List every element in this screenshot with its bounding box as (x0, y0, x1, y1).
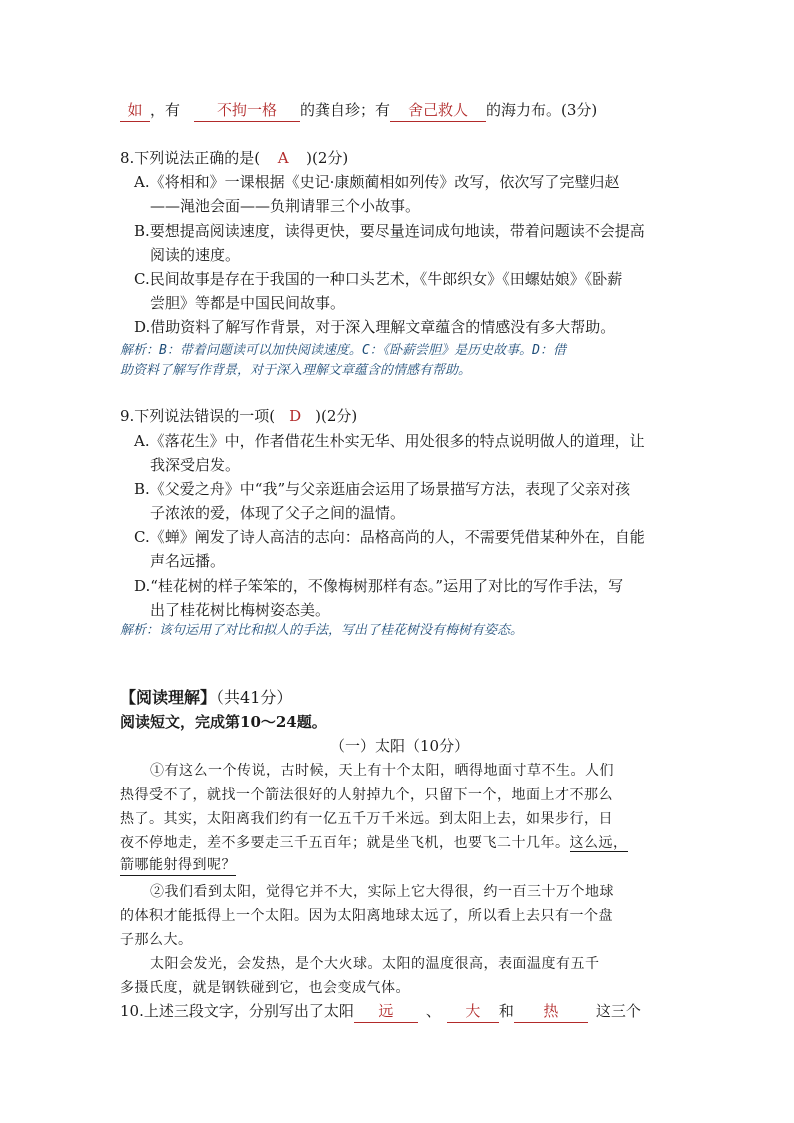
passage-title: （一）太阳（10分） (330, 737, 470, 755)
q10-stem: 10.上述三段文字，分别写出了太阳 远 、 大 和 热 这三个 (120, 1000, 641, 1023)
q9-option-b: 子浓浓的爱，体现了父子之间的温情。 (150, 504, 406, 522)
q8-answer: A (277, 149, 289, 167)
q7-text: 的龚自珍；有 (300, 101, 391, 119)
q9-explanation: 解析：该句运用了对比和拟人的手法，写出了桂花树没有梅树有姿态。 (120, 623, 524, 638)
passage-paragraph-2: ②我们看到太阳，觉得它并不大，实际上它大得很，约一百三十万个地球 (150, 884, 614, 900)
q9-option-a: 我深受启发。 (150, 456, 241, 474)
q10-answer-2: 大 (447, 1000, 499, 1023)
q9-option-b: B.《父爱之舟》中“我”与父亲逛庙会运用了场景描写方法，表现了父亲对孩 (134, 480, 631, 498)
q7-text: 的海力布。(3分) (486, 101, 598, 119)
passage-paragraph-2: 子那么大。 (120, 932, 193, 948)
q7-text: ，有 (150, 101, 181, 119)
q9-option-d: 出了桂花树比梅树姿态美。 (150, 601, 331, 619)
q9-option-d: D.“桂花树的样子笨笨的，不像梅树那样有态。”运用了对比的写作手法，写 (134, 577, 624, 595)
q8-option-a: ——渑池会面——负荆请罪三个小故事。 (150, 197, 421, 215)
q8-option-d: D.借助资料了解写作背景，对于深入理解文章蕴含的情感没有多大帮助。 (134, 318, 616, 336)
q8-option-c: C.民间故事是存在于我国的一种口头艺术，《牛郎织女》《田螺姑娘》《卧薪 (134, 270, 623, 288)
passage-paragraph-1: ①有这么一个传说，古时候，天上有十个太阳，晒得地面寸草不生。人们 (150, 763, 614, 779)
passage-paragraph-1: 热得受不了，就找一个箭法很好的人射掉九个，只留下一个，地面上才不那么 (120, 787, 613, 803)
passage-paragraph-3: 多摄氏度，就是钢铁碰到它，也会变成气体。 (120, 980, 410, 996)
q7-answer-0: 如 (120, 99, 150, 122)
q9-option-a: A.《落花生》中，作者借花生朴实无华、用处很多的特点说明做人的道理，让 (134, 432, 645, 450)
underlined-sentence: 箭哪能射得到呢？ (120, 855, 236, 876)
q8-option-a: A.《将相和》一课根据《史记·康颇蔺相如列传》改写，依次写了完璧归赵 (134, 173, 620, 191)
q8-option-b: B.要想提高阅读速度，读得更快，要尽量连词成句地读，带着问题读不会提高 (134, 222, 645, 240)
passage-paragraph-2: 的体积才能抵得上一个太阳。因为太阳离地球太远了，所以看上去只有一个盘 (120, 908, 613, 924)
passage-paragraph-1: 夜不停地走，差不多要走三千五百年；就是坐飞机，也要飞二十几年。这么远， (120, 835, 628, 851)
q9-option-c: 声名远播。 (150, 552, 226, 570)
q7-tail-line (120, 99, 597, 122)
q8-explanation: 解析：B：带着问题读可以加快阅读速度。C：《卧薪尝胆》是历史故事。D：借 (120, 343, 566, 358)
section-header: 【阅读理解】（共41分） (120, 688, 293, 707)
q10-answer-1: 远 (354, 1000, 418, 1023)
underlined-sentence: 这么远， (569, 835, 628, 851)
passage-paragraph-1: 热了。其实，太阳离我们约有一亿五千万千米远。到太阳上去，如果步行，日 (120, 811, 613, 827)
q9-answer: D (289, 407, 302, 425)
q9-option-c: C.《蝉》阐发了诗人高洁的志向：品格高尚的人，不需要凭借某种外在，自能 (134, 528, 645, 546)
q7-answer-2: 舍己救人 (390, 99, 486, 122)
q9-stem: 9.下列说法错误的一项( D )(2分) (120, 407, 358, 425)
q8-option-b: 阅读的速度。 (150, 246, 241, 264)
q8-stem: 8.下列说法正确的是( A )(2分) (120, 149, 349, 167)
q10-answer-3: 热 (514, 1000, 588, 1023)
reading-instruction: 阅读短文，完成第10～24题。 (120, 713, 327, 731)
passage-paragraph-3: 太阳会发光，会发热，是个大火球。太阳的温度很高，表面温度有五千 (150, 956, 600, 972)
q8-option-c: 尝胆》等都是中国民间故事。 (150, 294, 346, 312)
q7-answer-1: 不拘一格 (194, 99, 300, 122)
q8-explanation: 助资料了解写作背景，对于深入理解文章蕴含的情感有帮助。 (120, 363, 472, 378)
